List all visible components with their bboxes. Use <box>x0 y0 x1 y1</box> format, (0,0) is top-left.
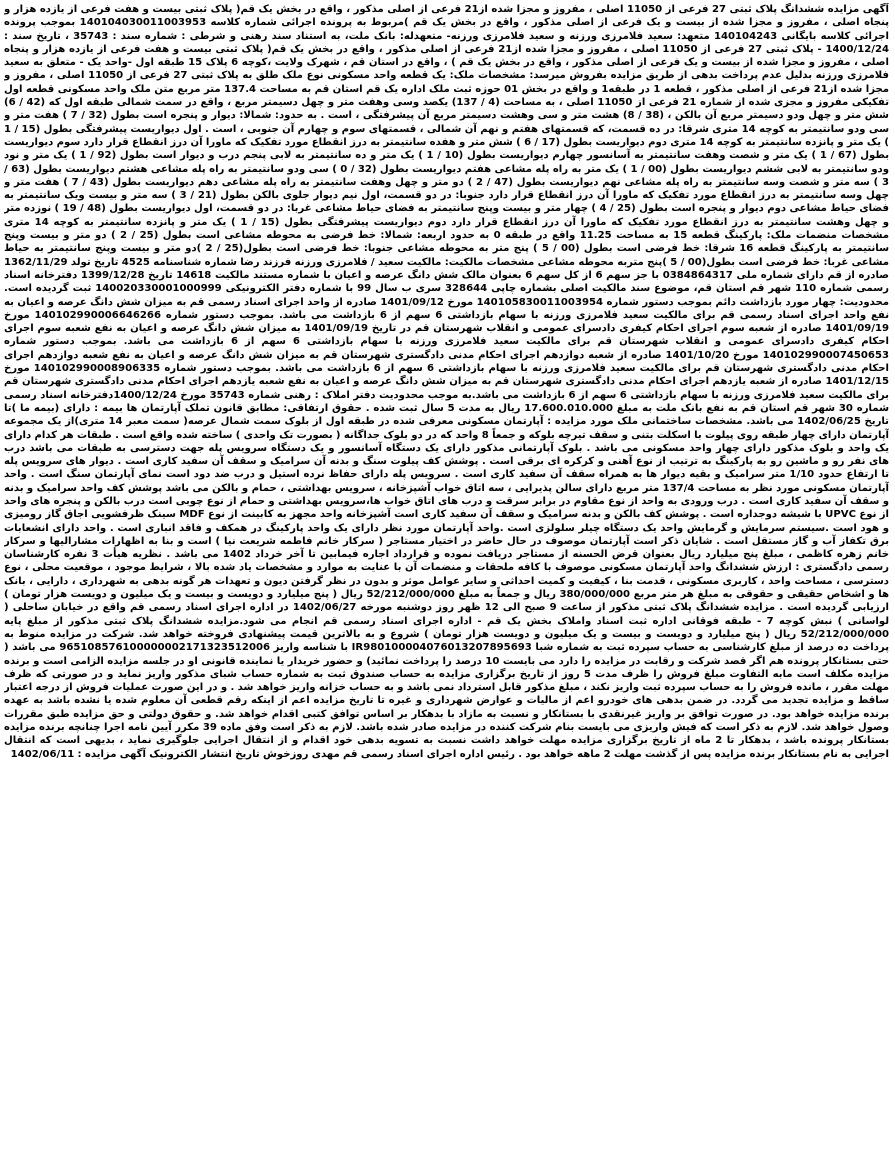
auction-notice <box>4 3 889 1167</box>
notice-body: آگهی مزایده ششدانگ پلاک ثبتی 27 فرعی از 11050 اصلی ، مفروز و مجزا شده از21 فرعی از اصلی مذکور ، واقع در بخش یک قم( پلاک ثبتی بیست و هفت فرعی از یازده هزار و پنجاه اصلی ، مفروز و مجزا شده از بیست و یک فرعی از اصلی مذکور ، واقع در بخش یک قم )مربوط به پرونده اجرائی شماره کلاسه 140104030011003953 بموجب پرونده اجرائی کلاسه بایگانی 140104243 متعهد: سعید فلامرزی ورزنه و سعید فلامرزی ورزنه- متعهدله: بانک ملت، به استناد سند رهنی و شرطی : شماره سند : 35743 ، تاریخ سند : 1400/12/24 - پلاک ثبتی 27 فرعی از 11050 اصلی ، مفروز و مجزا شده از21 فرعی از اصلی مذکور ، واقع در بخش یک قم( پلاک ثبتی بیست و هفت فرعی از یازده هزار و پنجاه اصلی ، مفروز و مجزا شده از بیست و یک فرعی از اصلی مذکور ، واقع در بخش یک قم ) ، واقع در استان قم ، شهرک ولایت ،کوچه 6 پلاک 15 طبقه اول -واحد یک - متعلق به سعید فلامرزی ورزنه بدلیل عدم پرداخت بدهی از طریق مزایده بفروش میرسد: مشخصات ملک: یک قطعه واحد مسکونی نوع ملک طلق به پلاک ثبتی 27 فرعی از 11050 اصلی ، مفروز و مجزا شده از21 فرعی از اصلی مذکور ، قطعه 1 در طبقه1 و واقع در بخش 01 حوزه ثبت ملک اداره یک قم استان قم به مساحت 137.4 متر مربع متن ملک واحد مسکونی قطعه اول تفکیکی مفروز و مجزی شده از شماره 21 فرعی از 11050 اصلی ، به مساحت (4 / 137) یکصد وسی وهفت متر و چهل دسیمتر مربع ، واقع در سمت شمالی طبقه اول که (42 / 6) شش متر و چهل ودو دسیمتر مربع آن بالکن ، (38 / 8) هشت متر و سی وهشت دسیمتر مربع آن پیشرفتگی ، است . به حدود: شمالا: دیوار و پنجره است بطول (32 / 7 ) هفت متر و سی ودو سانتیمتر به کوچه 14 متری شرقا: در ده قسمت، که قسمتهای هفتم و نهم آن شمالی ، قسمتهای سوم و چهارم آن جنوبی ، است . اول دیواریست پیشرفتگی بطول (15 / 1 ) یک متر و پانزده سانتیمتر به کوچه 14 متری دوم دیواریست بطول (17 / 6 ) شش متر و هفده سانتیمتر به درز انقطاع مورد تفکیک که ماورا آن درز انقطاع قرار دارد سوم دیواریست بطول (67 / 1 ) یک متر و شصت وهفت سانتیمتر به آسانسور چهارم دیواریست بطول (10 / 1 ) یک متر و ده سانتیمتر به لابی پنجم درب و دیوار است بطول (92 / 1 ) یک متر و نود ودو سانتیمتر به لابی ششم دیواریست بطول (00 / 1 ) یک متر به راه پله مشاعی هفتم دیواریست بطول (32 / 0 ) سی ودو سانتیمتر به راه پله مشاعی هشتم دیواریست بطول (63 / 3 ) سه متر و شصت وسه سانتیمتر به راه پله مشاعی نهم دیواریست بطول (47 / 2 ) دو متر و چهل وهفت سانتیمتر به راه پله مشاعی دهم دیواریست بطول (43 / 7 ) هفت متر و چهل وسه سانتیمتر به درز انقطاع مورد تفکیک که ماورا آن درز انقطاع قرار دارد جنوبا: در دو قسمت، اول نیم دیوار جلوی بالکن بطول (21 / 3 ) سه متر و بیست ویک سانتیمتر به فضای حیاط مشاعی دوم دیوار و پنجره است بطول (25 / 4 ) چهار متر و بیست وپنج سانتیمتر به فضای حیاط مشاعی غربا: در دو قسمت، اول دیواریست بطول (48 / 19 ) نوزده متر و چهل وهشت سانتیمتر به درز انقطاع مورد تفکیک که ماورا آن درز انقطاع قرار دارد دوم دیواریست پیشرفتگی بطول (15 / 1 ) یک متر و پانزده سانتیمتر به کوچه 14 متری مشخصات منضمات ملک: پارکینگ قطعه 15 به مساحت 11.25 واقع در طبقه 0 به حدود اربعه: شمالا: خط فرضی به محوطه مشاعی است بطول (25 / 2 ) دو متر و بیست وپنج سانتیمتر به پارکینگ قطعه 16 شرقا: خط فرضی است بطول (00 / 5 ) پنج متر به محوطه مشاعی جنوبا: خط فرضی است بطول(25 / 2 )دو متر و بیست وپنج سانتیمتر به حیاط مشاعی غربا: خط فرضی است بطول(00 / 5 )پنج متربه محوطه مشاعی مشخصات مالکیت: مالکیت سعید / فلامرزی ورزنه فرزند رضا شماره شناسنامه 4525 تاریخ تولد 1362/11/29 صادره از قم دارای شماره ملی 0384864317 با جز سهم 6 از کل سهم 6 بعنوان مالک شش دانگ عرصه و اعیان با شماره مستند مالکیت 14618 تاریخ 1399/12/28 دفترخانه اسناد رسمی شماره 110 شهر قم استان قم، موضوع سند مالکیت اصلی بشماره چاپی 328644 سری ب سال 99 با شماره دفتر الکترونیکی 140020330001000999 ثبت گردیده است. محدودیت: چهار مورد بازداشت دائم بموجب دستور شماره 140105830011003954 مورخ 1401/09/12 صادره از واحد اجرای اسناد رسمی قم به میزان شش دانگ عرصه و اعیان به نفع واحد اجرای اسناد رسمی قم برای مالکیت سعید فلامرزی ورزنه با سهام بازداشتی 6 سهم از 6 بازداشت می باشد. بموجب دستور شماره 140102990006646266 مورخ 1401/09/19 صادره از شعبه سوم اجرای احکام کیفری دادسرای عمومی و انقلاب شهرستان قم در تاریخ 1401/09/19 به میزان شش دانگ عرصه و اعیان به نفع شعبه سوم اجرای احکام کیفری دادسرای عمومی و انقلاب شهرستان قم برای مالکیت سعید فلامرزی ورزنه با سهام بازداشتی 6 سهم از 6 بازداشت می باشد. بموجب دستور شماره 140102990007450653 مورخ 1401/10/20 صادره از شعبه دوازدهم اجرای احکام مدنی دادگستری شهرستان قم به میزان شش دانگ عرصه و اعیان به نفع شعبه دوازدهم اجرای احکام مدنی دادگستری شهرستان قم برای مالکیت سعید فلامرزی ورزنه با سهام بازداشتی 6 سهم از 6 بازداشت می باشد. بموجب دستور شماره 140102990008906335 مورخ 1401/12/15 صادره از شعبه یازدهم اجرای احکام مدنی دادگستری شهرستان قم به میزان شش دانگ عرصه و اعیان به نفع شعبه یازدهم اجرای احکام مدنی دادگستری شهرستان قم برای مالکیت سعید فلامرزی ورزنه با سهام بازداشتی 6 سهم از 6 بازداشت می باشد.به موجب محدودیت دفتر املاک : رهنی شماره 35743 مورخ 1400/12/24دفترخانه اسناد رسمی شماره 30 شهر قم استان قم به نفع بانک ملت به مبلغ 17.600.010.000 ریال به مدت 5 سال ثبت شده . حقوق ارتفاقی: مطابق قانون تملک آپارتمان ها بیمه : دارای (بیمه ما )تا تاریخ 1402/06/25 می باشد. مشخصات ساختمانی ملک مورد مزایده : آپارتمان مسکونی معرفی شده در طبقه اول از بلوک سمت شمال عرصه( سمت معبر 14 متری)از یک مجموعه آپارتمان دارای چهار طبقه روی پیلوت با اسکلت بتنی و سقف تیرچه بلوکه و جمعاً 8 واحد که در دو بلوک جداگانه ( بصورت تک واحدی ) ساخته شده واقع است . طبقات هر کدام دارای یک واحد و بلوک مذکور دارای چهار واحد مسکونی می باشد . بلوک آپارتمانی مذکور دارای یک دستگاه آسانسور و یک دستگاه سرویس پله جهت دسترسی به طبقات می باشد درب های نفر رو و ماشین رو به پارکینگ به ترتیب از نوع آهنی و کرکره ای برقی است . پوشش کف پیلوت سنگ و بدنه آن سرامیک و سقف آن سفید کاری است . دیوار های سرویس پله تا ارتفاع حدود 1/10 متر سرامیک و بقیه دیوار ها به همراه سقف آن سفید کاری است . سرویس پله دارای حفاظ نرده استیل و درب ضد دود است نمای آپارتمان سنگ است . واحد آپارتمان مسکونی مورد نظر به مساحت 137/4 متر مربع دارای سالن پذیرایی ، سه اتاق خواب آشپزخانه ، سرویس بهداشتی ، حمام و بالکن می باشد پوشش کف واحد سرامیک و بدنه و سقف آن سفید کاری است . درب ورودی به واحد از نوع مقاوم در برابر سرقت و درب های اتاق خواب ها،سرویس بهداشتی و حمام از نوع چوبی است درب بالکن و پنجره های واحد از نوع UPVC با شیشه دوجداره است . پوشش کف بالکن و بدنه سرامیک و سقف آن سفید کاری است آشپزخانه واحد مجهز به کابینت از نوع MDF سینک ظرفشویی اجاق گاز رومیزی و هود است .سیستم سرمایش و گرمایش واحد یک دستگاه چیلر سلولزی است .واحد آپارتمان مورد نظر دارای یک واحد پارکینگ در همکف و فاقد انباری است . واحد دارای انشعابات برق تکفاز آب و گاز مستقل است . شایان ذکر است آپارتمان موصوف در حال حاضر در اختیار مستاجر ( سرکار خانم فاطمه شریعت نیا ) است و بنا به اظهارات مشارالیها و سرکار خانم زهره کاظمی ، مبلغ پنج میلیارد ریال بعنوان قرض الحسنه از مستاجر دریافت نموده و قرارداد اجاره فیمابین تا آخر خرداد 1402 می باشد . نظریه هیأت 3 نفره کارشناسان رسمی دادگستری : ارزش ششدانگ واحد آپارتمان مسکونی موصوف با کافه ملحقات و منضمات آن با عنایت به موارد و مشخصات یاد شده بالا ، شرایط موجود ، موقعیت محلی ، نوع دسترسی ، مساحت واحد ، کاربری مسکونی ، قدمت بنا ، کیفیت و کمیت احداثی و سایر عوامل موثر و بدون در نظر گرفتن دیون و تعهدات هر گونه بدهی به شهرداری ، دارایی ، بانک ها و اشخاص حقیقی و حقوقی به مبلغ هر متر مربع 380/000/000 ریال و جمعاً به مبلغ 52/212/000/000 ریال ( پنج میلیارد و دویست و بیست و یک میلیون و دویست هزار تومان ) ارزیابی گردیده است . مزایده ششدانگ پلاک ثبتی مذکور از ساعت 9 صبح الی 12 ظهر روز دوشنبه مورخه 1402/06/27 در اداره اجرای اسناد رسمی قم واقع در خیابان ساحلی ( لواسانی ) نبش کوچه 7 - طبقه فوقانی اداره ثبت اسناد واملاک بخش یک قم - اداره اجرای اسناد رسمی قم انجام می شود.مزایده ششدانگ پلاک ثبتی مذکور از مبلغ پایه 52/212/000/000 ریال ( پنج میلیارد و دویست و بیست و یک میلیون و دویست هزار تومان ) شروع و به بالاترین قیمت پیشنهادی فروخته خواهد شد. شرکت در مزایده منوط به پرداخت ده درصد از مبلغ کارشناسی به حساب سپرده ثبت به شماره شبا IR980100004076013207895693 با شناسه واریز 965108576100000002171323512006 می باشد ( حتی بستانکار پرونده هم اگر قصد شرکت و رقابت در مزایده را دارد می بایست 10 درصد را پرداخت نمائید) و حضور خریدار یا نماینده قانونی او در جلسه مزایده الزامی است و برنده مزایده مکلف است مابه التفاوت مبلغ فروش را ظرف مدت 5 روز از تاریخ برگزاری مزایده به حساب صندوق ثبت به شماره حساب شبای مذکور واریز نماید و در صورتی که ظرف مهلت مقرر ، مانده فروش را به حساب سپرده ثبت واریز نکند ، مبلغ مذکور قابل استرداد نمی باشد و به حساب خزانه واریز خواهد شد . و در این صورت عملیات فروش از درجه اعتبار ساقط و مزایده تجدید می گردد. در ضمن بدهی های خودرو اعم از مالیات و عوارض شهرداری و غیره تا تاریخ مزایده اعم از اینکه رقم قطعی آن معلوم شده یا نشده باشد به عهده برنده مزایده خواهد بود. در صورت توافق بر واریز غیرنقدی با بستانکار و نسبت به مازاد با بدهکار بر اساس توافق کتبی اقدام خواهد شد. و حقوق دولتی و حق مزایده طبق مقررات وصول خواهد شد. لازم به ذکر است که فیش واریزی می بایست بنام شرکت کننده در مزایده صادر شده باشد. لازم به ذکر است وفق ماده 39 مکرر آیین نامه اجرا چنانچه برنده مزایده بستانکار پرونده باشد ، بدهکار تا 2 ماه از تاریخ برگزاری مزایده مهلت خواهد داشت نسبت به تسویه بدهی خود اقدام و از انتقال اجرایی جلوگیری نماید ، بدیهی است که انتقال اجرایی به نام بستانکار برنده مزایده پس از گذشت مهلت 2 ماهه خواهد بود . رئیس اداره اجرای اسناد رسمی قم مهدی روزخوش تاریخ انتشار الکترونیک آگهی مزایده : 1402/06/11 <box>4 4 889 760</box>
